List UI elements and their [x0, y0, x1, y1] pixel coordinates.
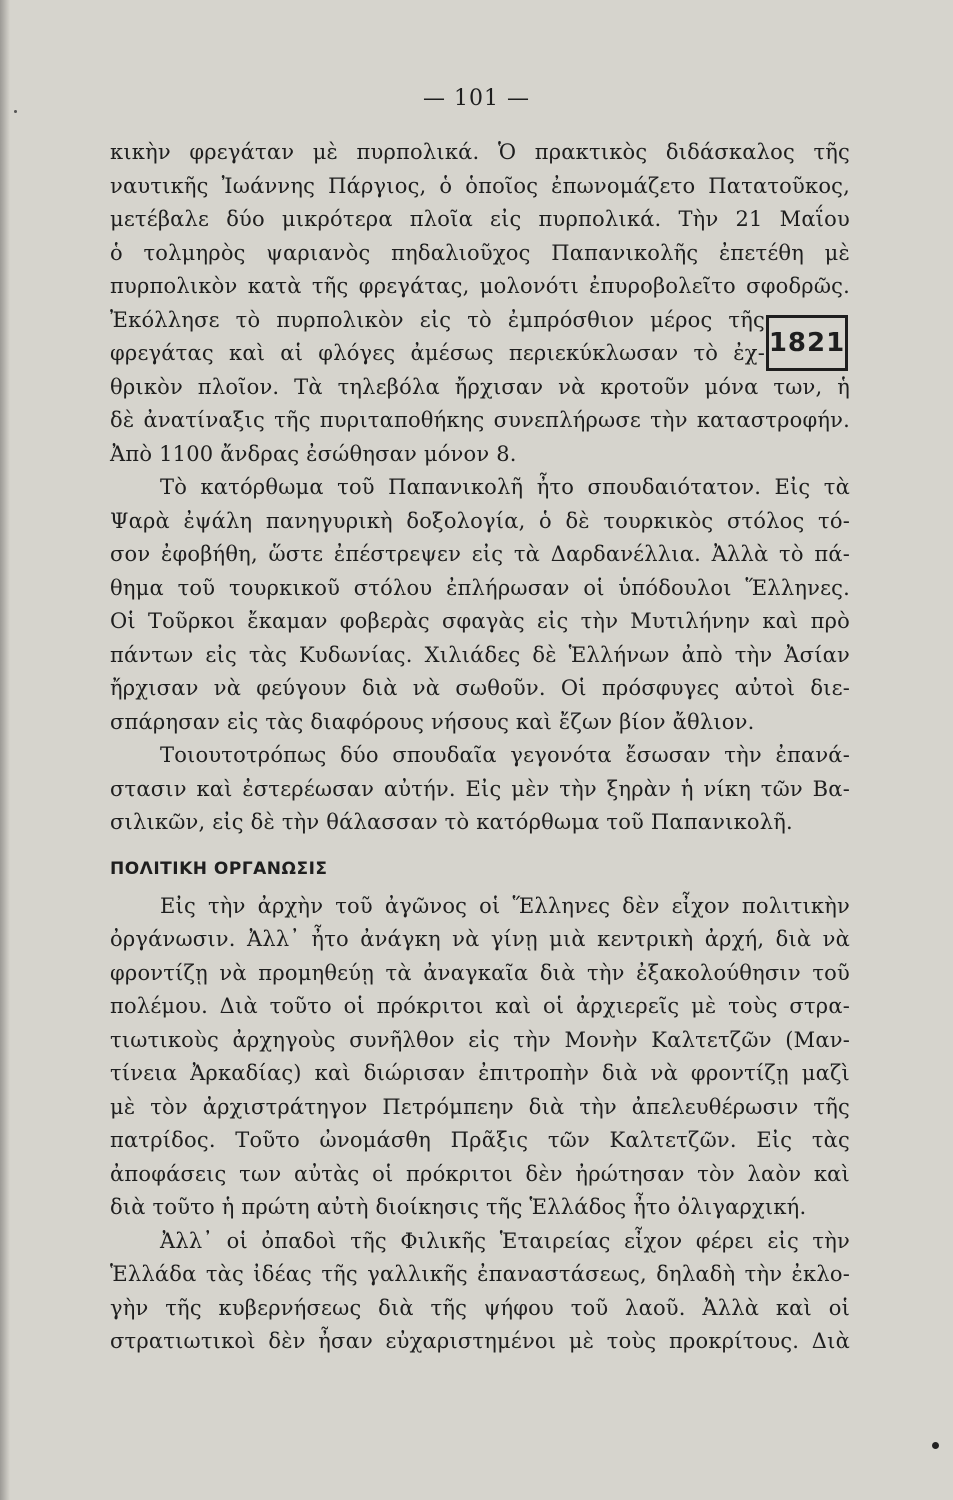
text-line: πολέμου. Διὰ τοῦτο οἱ πρόκριτοι καὶ οἱ ἀρχιερεῖς μὲ τοὺς στρα- — [110, 994, 850, 1018]
text-line: θρικὸν πλοῖον. Τὰ τηλεβόλα ἤρχισαν νὰ κροτοῦν μόνα των, ἡ — [110, 374, 850, 399]
page-edge-shadow — [0, 0, 10, 1500]
text-line: Ἀλλ᾿ οἱ ὀπαδοὶ τῆς Φιλικῆς Ἑταιρείας εἶχον φέρει εἰς τὴν — [160, 1228, 850, 1253]
text-line: πυρπολικὸν κατὰ τῆς φρεγάτας, μολονότι ἐπυροβολεῖτο σφοδρῶς. — [110, 274, 850, 298]
text-line: μετέβαλε δύο μικρότερα πλοῖα εἰς πυρπολικά. Τὴν 21 Μαΐου — [110, 207, 850, 231]
text-line: ὀργάνωσιν. Ἀλλ᾿ ἦτο ἀνάγκη νὰ γίνῃ μιὰ κεντρικὴ ἀρχή, διὰ νὰ — [110, 927, 850, 951]
text-line: Ἑλλάδα τὰς ἰδέας τῆς γαλλικῆς ἐπαναστάσεως, δηλαδὴ τὴν ἐκλο- — [110, 1262, 850, 1286]
text-line: ὁ τολμηρὸς ψαριανὸς πηδαλιοῦχος Παπανικολῆς ἐπετέθη μὲ — [110, 240, 850, 265]
text-line: Ἀπὸ 1100 ἄνδρας ἐσώθησαν μόνον 8. — [110, 441, 517, 466]
text-line: φρεγάτας καὶ αἱ φλόγες ἀμέσως περιεκύκλωσαν τὸ ἐχ- — [110, 341, 765, 365]
body-text — [110, 136, 850, 1359]
text-line: σπάρησαν εἰς τὰς διαφόρους νήσους καὶ ἔζων βίον ἄθλιον. — [110, 709, 755, 734]
text-line: κικὴν φρεγάταν μὲ πυρπολικά. Ὁ πρακτικὸς διδάσκαλος τῆς — [110, 140, 850, 164]
text-line: γὴν τῆς κυβερνήσεως διὰ τῆς ψήφου τοῦ λαοῦ. Ἀλλὰ καὶ οἱ — [110, 1295, 850, 1320]
page-number: — 101 — — [423, 86, 530, 111]
text-line: δὲ ἀνατίναξις τῆς πυριταποθήκης συνεπλήρωσε τὴν καταστροφήν. — [110, 408, 850, 432]
text-line: Ἐκόλλησε τὸ πυρπολικὸν εἰς τὸ ἐμπρόσθιον μέρος τῆς — [110, 307, 765, 332]
text-line: Τοιουτοτρόπως δύο σπουδαῖα γεγονότα ἔσωσαν τὴν ἐπανά- — [160, 743, 850, 767]
text-line: τιωτικοὺς ἀρχηγοὺς συνῆλθον εἰς τὴν Μονὴν Καλτετζῶν (Μαν- — [110, 1027, 850, 1052]
text-line: Ψαρὰ ἐψάλη πανηγυρικὴ δοξολογία, ὁ δὲ τουρκικὸς στόλος τό- — [110, 508, 850, 533]
section-heading: ΠΟΛΙΤΙΚΗ ΟΡΓΑΝΩΣΙΣ — [110, 858, 328, 879]
page-dot — [932, 1442, 939, 1449]
text-line: Εἰς τὴν ἀρχὴν τοῦ ἀγῶνος οἱ Ἕλληνες δὲν εἶχον πολιτικὴν — [160, 893, 850, 918]
text-line: ἀποφάσεις των αὐτὰς οἱ πρόκριτοι δὲν ἠρώτησαν τὸν λαὸν καὶ — [110, 1161, 850, 1186]
text-line: φροντίζῃ νὰ προμηθεύῃ τὰ ἀναγκαῖα διὰ τὴν ἐξακολούθησιν τοῦ — [110, 960, 850, 985]
text-line: διὰ τοῦτο ἡ πρώτη αὐτὴ διοίκησις τῆς Ἑλλάδος ἦτο ὀλιγαρχική. — [110, 1195, 807, 1219]
text-line: Τὸ κατόρθωμα τοῦ Παπανικολῆ ἦτο σπουδαιότατον. Εἰς τὰ — [160, 475, 850, 499]
text-line: ναυτικῆς Ἰωάννης Πάργιος, ὁ ὁποῖος ἐπωνομάζετο Πατατοῦκος, — [110, 173, 850, 198]
text-line: μὲ τὸν ἀρχιστράτηγον Πετρόμπεην διὰ τὴν ἀπελευθέρωσιν τῆς — [110, 1094, 850, 1119]
text-line: τίνεια Ἀρκαδίας) καὶ διώρισαν ἐπιτροπὴν διὰ νὰ φροντίζῃ μαζὶ — [110, 1061, 850, 1085]
text-line: σιλικῶν, εἰς δὲ τὴν θάλασσαν τὸ κατόρθωμα τοῦ Παπανικολῆ. — [110, 810, 793, 834]
text-line: πάντων εἰς τὰς Κυδωνίας. Χιλιάδες δὲ Ἑλλήνων ἀπὸ τὴν Ἀσίαν — [110, 642, 850, 667]
text-line: Οἱ Τοῦρκοι ἔκαμαν φοβερὰς σφαγὰς εἰς τὴν Μυτιλήνην καὶ πρὸ — [110, 609, 850, 633]
text-line: ἤρχισαν νὰ φεύγουν διὰ νὰ σωθοῦν. Οἱ πρόσφυγες αὐτοὶ διε- — [110, 676, 850, 700]
text-line: πατρίδος. Τοῦτο ὠνομάσθη Πρᾶξις τῶν Καλτετζῶν. Εἰς τὰς — [110, 1128, 850, 1152]
text-line: στρατιωτικοὶ δὲν ἦσαν εὐχαριστημένοι μὲ τοὺς προκρίτους. Διὰ — [110, 1329, 850, 1353]
text-line: θημα τοῦ τουρκικοῦ στόλου ἐπλήρωσαν οἱ ὑπόδουλοι Ἕλληνες. — [110, 575, 850, 600]
year-margin-box: 1821 — [766, 315, 848, 371]
text-line: σον ἐφοβήθη, ὥστε ἐπέστρεψεν εἰς τὰ Δαρδανέλλια. Ἀλλὰ τὸ πά- — [110, 542, 850, 566]
text-line: στασιν καὶ ἐστερέωσαν αὐτήν. Εἰς μὲν τὴν ξηρὰν ἡ νίκη τῶν Βα- — [110, 776, 850, 801]
